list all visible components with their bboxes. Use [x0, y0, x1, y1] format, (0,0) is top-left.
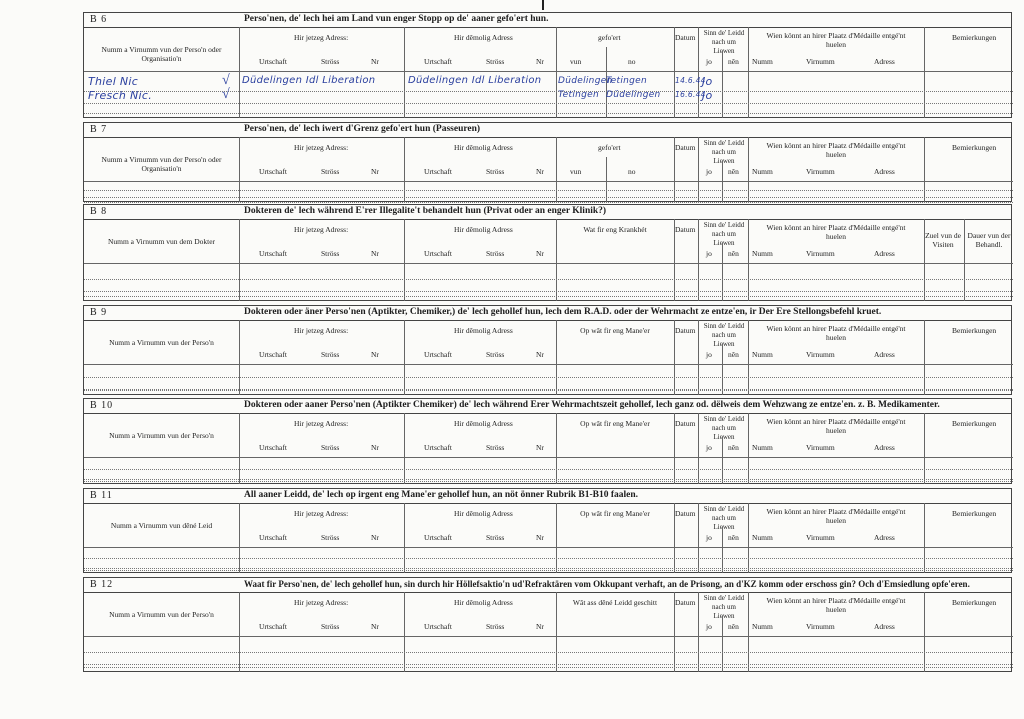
- section-code: B 11: [90, 490, 113, 501]
- section-header: [84, 306, 1011, 321]
- remarks-header: Bemierkungen: [952, 509, 997, 518]
- name-column-header: Numm a Virnumm vun der Perso'n oder Organisatio'n: [101, 155, 222, 173]
- alive-header: Sinn de' Leidd nach um Liewen: [703, 594, 745, 620]
- column-divider: [556, 27, 557, 118]
- section-header: [84, 399, 1011, 414]
- column-divider: [239, 503, 240, 573]
- current-nr-label: Nr: [371, 57, 379, 66]
- column-divider: [748, 137, 749, 202]
- column-divider: [698, 503, 699, 573]
- column-divider: [239, 27, 240, 118]
- column-divider: [556, 320, 557, 395]
- former-nr-label: Nr: [536, 167, 544, 176]
- entry-row-line: [84, 664, 1013, 665]
- alive-no-label: nên: [728, 167, 739, 176]
- handwritten-date: 16.6.44: [675, 90, 706, 99]
- medal-numm-label: Numm: [752, 57, 773, 66]
- column-divider: [404, 219, 405, 301]
- alive-header: Sinn de' Leidd nach um Liewen: [703, 322, 745, 348]
- entry-row-line: [84, 568, 1013, 569]
- section-header: [84, 123, 1011, 138]
- transport-header: gefo'ert: [598, 33, 621, 42]
- medal-header: Wien könnt an hirer Plaatz d'Médaille entgé'nt huelen: [766, 507, 906, 525]
- current-stross-label: Ströss: [321, 533, 340, 542]
- alive-header: Sinn de' Leidd nach um Liewen: [703, 505, 745, 531]
- alive-divider: [722, 51, 723, 118]
- section-title: Perso'nen, de' lech hei am Land vun enger Stopp op de' aaner gefo'ert hun.: [244, 14, 549, 24]
- medal-virnumm-label: Virnumm: [806, 57, 835, 66]
- column-divider: [698, 592, 699, 672]
- former-stross-label: Ströss: [486, 622, 505, 631]
- medal-adress-label: Adress: [874, 57, 895, 66]
- current-nr-label: Nr: [371, 167, 379, 176]
- column-divider: [748, 320, 749, 395]
- medal-header: Wien könnt an hirer Plaatz d'Médaille entgé'nt huelen: [766, 596, 906, 614]
- medal-adress-label: Adress: [874, 350, 895, 359]
- col4-header: Op wât fir eng Mane'er: [580, 326, 650, 335]
- alive-no-label: nên: [728, 350, 739, 359]
- column-divider: [556, 592, 557, 672]
- column-divider: [924, 503, 925, 573]
- medal-header: Wien könnt an hirer Plaatz d'Médaille entgé'nt huelen: [766, 417, 906, 435]
- remarks-header: Bemierkungen: [952, 326, 997, 335]
- current-address-header: Hir jetzeg Adress:: [294, 33, 349, 42]
- entry-row-line: [84, 479, 1013, 480]
- current-address-header: Hir jetzeg Adress:: [294, 143, 349, 152]
- current-urtschaft-label: Urtschaft: [259, 57, 287, 66]
- medal-header: Wien könnt an hirer Plaatz d'Médaille entgé'nt huelen: [766, 223, 906, 241]
- current-urtschaft-label: Urtschaft: [259, 533, 287, 542]
- alive-yes-label: jo: [706, 350, 712, 359]
- former-stross-label: Ströss: [486, 167, 505, 176]
- name-column-header: Numm a Virnumm vun der Perso'n: [109, 610, 214, 619]
- entry-row-line: [84, 296, 1013, 297]
- former-urtschaft-label: Urtschaft: [424, 57, 452, 66]
- section-code: B 10: [90, 400, 114, 411]
- former-nr-label: Nr: [536, 249, 544, 258]
- handwritten-to: Düdelingen: [606, 90, 661, 100]
- current-urtschaft-label: Urtschaft: [259, 622, 287, 631]
- column-divider: [239, 413, 240, 484]
- datum-header: Datum: [675, 419, 696, 428]
- name-column-header: Numm a Virnumm vun dem Dokter: [107, 237, 216, 246]
- alive-no-label: nên: [728, 622, 739, 631]
- current-urtschaft-label: Urtschaft: [259, 167, 287, 176]
- alive-no-label: nên: [728, 249, 739, 258]
- datum-header: Datum: [675, 509, 696, 518]
- former-urtschaft-label: Urtschaft: [424, 533, 452, 542]
- former-stross-label: Ströss: [486, 57, 505, 66]
- current-address-header: Hir jetzeg Adress:: [294, 598, 349, 607]
- alive-yes-label: jo: [706, 443, 712, 452]
- column-divider: [698, 320, 699, 395]
- section-code: B 6: [90, 14, 108, 25]
- former-urtschaft-label: Urtschaft: [424, 622, 452, 631]
- name-column-header: Numm a Virnumm vun dêné Leid: [110, 521, 213, 530]
- entry-row-line: [84, 652, 1013, 653]
- column-divider: [239, 592, 240, 672]
- medal-adress-label: Adress: [874, 533, 895, 542]
- header-bottom-line: [84, 547, 1013, 548]
- column-divider: [404, 27, 405, 118]
- column-divider: [964, 219, 965, 301]
- current-address-header: Hir jetzeg Adress:: [294, 419, 349, 428]
- former-nr-label: Nr: [536, 350, 544, 359]
- column-divider: [748, 592, 749, 672]
- section-b11: [83, 488, 1012, 573]
- column-divider: [924, 320, 925, 395]
- section-code: B 7: [90, 124, 108, 135]
- entry-row-line: [84, 190, 1013, 191]
- former-stross-label: Ströss: [486, 350, 505, 359]
- handwritten-name: Thiel Nic: [88, 75, 139, 88]
- datum-header: Datum: [675, 598, 696, 607]
- header-bottom-line: [84, 636, 1013, 637]
- former-nr-label: Nr: [536, 57, 544, 66]
- alive-divider: [722, 437, 723, 484]
- former-address-header: Hir dêmolig Adress: [454, 598, 513, 607]
- current-address-header: Hir jetzeg Adress:: [294, 509, 349, 518]
- column-divider: [239, 320, 240, 395]
- handwritten-former-address: Düdelingen Idl Liberation: [408, 75, 542, 86]
- checkmark-icon: √: [222, 73, 230, 88]
- medal-header: Wien könnt an hirer Plaatz d'Médaille entgé'nt huelen: [766, 141, 906, 159]
- alive-no-label: nên: [728, 57, 739, 66]
- medal-virnumm-label: Virnumm: [806, 622, 835, 631]
- col4-header: Op wât fir eng Mane'er: [580, 509, 650, 518]
- medal-adress-label: Adress: [874, 167, 895, 176]
- entry-row-line: [84, 197, 1013, 198]
- handwritten-from: Düdelingen: [558, 76, 613, 86]
- column-divider: [698, 27, 699, 118]
- medal-numm-label: Numm: [752, 350, 773, 359]
- remarks-header: Bemierkungen: [952, 33, 997, 42]
- former-nr-label: Nr: [536, 533, 544, 542]
- alive-no-label: nên: [728, 443, 739, 452]
- datum-header: Datum: [675, 33, 696, 42]
- entry-row-line: [84, 469, 1013, 470]
- name-column-header: Numm a Virnumm vun der Perso'n: [109, 338, 214, 347]
- top-tick-mark: [542, 0, 544, 10]
- medal-numm-label: Numm: [752, 622, 773, 631]
- handwritten-name: Fresch Nic.: [88, 89, 152, 102]
- handwritten-current-address: Düdelingen Idl Liberation: [242, 75, 376, 86]
- datum-header: Datum: [675, 225, 696, 234]
- section-header: [84, 205, 1011, 220]
- alive-yes-label: jo: [706, 167, 712, 176]
- medal-adress-label: Adress: [874, 622, 895, 631]
- alive-header: Sinn de' Leidd nach um Liewen: [703, 139, 745, 165]
- section-header: [84, 578, 1011, 593]
- alive-divider: [722, 527, 723, 573]
- col4-header: Wat fir eng Krankhét: [583, 225, 647, 234]
- section-b8: [83, 204, 1012, 301]
- remarks-header: Bemierkungen: [952, 598, 997, 607]
- column-divider: [556, 219, 557, 301]
- current-nr-label: Nr: [371, 533, 379, 542]
- alive-yes-label: jo: [706, 57, 712, 66]
- column-divider: [698, 219, 699, 301]
- medal-numm-label: Numm: [752, 443, 773, 452]
- section-title: All aaner Leidd, de' lech op irgent eng Mane'er gehollef hun, an nöt önner Rubrik B1-B10 faalen.: [244, 490, 639, 500]
- current-urtschaft-label: Urtschaft: [259, 350, 287, 359]
- handwritten-from: Tetingen: [558, 90, 600, 100]
- section-b9: [83, 305, 1012, 395]
- medal-virnumm-label: Virnumm: [806, 533, 835, 542]
- section-header: [84, 13, 1011, 28]
- remarks-header: Bemierkungen: [952, 419, 997, 428]
- former-stross-label: Ströss: [486, 533, 505, 542]
- header-bottom-line: [84, 71, 1013, 72]
- transport-from-label: vun: [570, 57, 582, 66]
- alive-yes-label: jo: [706, 249, 712, 258]
- header-bottom-line: [84, 181, 1013, 182]
- transport-to-label: no: [628, 167, 636, 176]
- former-address-header: Hir dêmolig Adress: [454, 326, 513, 335]
- column-divider: [924, 413, 925, 484]
- transport-divider: [606, 157, 607, 202]
- alive-header: Sinn de' Leidd nach um Liewen: [703, 29, 745, 55]
- column-divider: [748, 503, 749, 573]
- former-stross-label: Ströss: [486, 249, 505, 258]
- duration-header: Dauer vun der Behandl.: [967, 231, 1011, 249]
- entry-row-line: [84, 377, 1013, 378]
- alive-header: Sinn de' Leidd nach um Liewen: [703, 221, 745, 247]
- former-stross-label: Ströss: [486, 443, 505, 452]
- medal-numm-label: Numm: [752, 249, 773, 258]
- medal-header: Wien könnt an hirer Plaatz d'Médaille entgé'nt huelen: [766, 31, 906, 49]
- former-address-header: Hir dêmolig Adress: [454, 143, 513, 152]
- column-divider: [404, 503, 405, 573]
- section-title: Waat fir Perso'nen, de' lech gehollef hun, sin durch hir Höllefsaktio'n ud'Refraktären vom Okkupant verhaft, an de Prisong, an d'KZ komm oder erschoss gin? Och d'Emsiedlung opfe'eren.: [244, 579, 970, 589]
- checkmark-icon: √: [222, 87, 230, 102]
- former-urtschaft-label: Urtschaft: [424, 167, 452, 176]
- name-column-header: Numm a Virnumm vun der Perso'n oder Organisatio'n: [101, 45, 222, 63]
- handwritten-alive-yes: Jo: [702, 75, 713, 88]
- current-urtschaft-label: Urtschaft: [259, 249, 287, 258]
- entry-row-line: [84, 103, 1013, 104]
- medal-virnumm-label: Virnumm: [806, 249, 835, 258]
- former-urtschaft-label: Urtschaft: [424, 350, 452, 359]
- medal-virnumm-label: Virnumm: [806, 350, 835, 359]
- section-title: Dokteren oder äner Perso'nen (Aptikter, Chemiker,) de' lech gehollef hun, lech dem R.A.D. oder der Wehrmacht ze entze'en, ir Der Ere Stellongsbefehl kruet.: [244, 307, 882, 317]
- former-address-header: Hir dêmolig Adress: [454, 33, 513, 42]
- transport-from-label: vun: [570, 167, 582, 176]
- column-divider: [748, 219, 749, 301]
- medal-virnumm-label: Virnumm: [806, 167, 835, 176]
- column-divider: [404, 137, 405, 202]
- section-code: B 9: [90, 307, 108, 318]
- column-divider: [698, 413, 699, 484]
- header-bottom-line: [84, 457, 1013, 458]
- former-nr-label: Nr: [536, 443, 544, 452]
- column-divider: [698, 137, 699, 202]
- current-stross-label: Ströss: [321, 167, 340, 176]
- section-title: Dokteren oder aaner Perso'nen (Aptikter Chemiker) de' lech während Erer Wehrmachtszeit gehollef, lech ganz od. dëlweis dem Wehzwang ze entze'en. z. B. Medikamenter.: [244, 400, 940, 410]
- alive-divider: [722, 161, 723, 202]
- transport-header: gefo'ert: [598, 143, 621, 152]
- column-divider: [556, 137, 557, 202]
- section-title: Dokteren de' lech während E'rer Illegalite't behandelt hun (Privat oder an enger Klinik?): [244, 206, 607, 216]
- current-nr-label: Nr: [371, 350, 379, 359]
- alive-header: Sinn de' Leidd nach um Liewen: [703, 415, 745, 441]
- entry-row-line: [84, 481, 1013, 482]
- medal-numm-label: Numm: [752, 533, 773, 542]
- current-stross-label: Ströss: [321, 443, 340, 452]
- medal-virnumm-label: Virnumm: [806, 443, 835, 452]
- visits-header: Zuel vun de Visiten: [925, 231, 961, 249]
- medal-adress-label: Adress: [874, 443, 895, 452]
- former-urtschaft-label: Urtschaft: [424, 249, 452, 258]
- handwritten-date: 14.6.44: [675, 76, 706, 85]
- column-divider: [404, 320, 405, 395]
- entry-row-line: [84, 558, 1013, 559]
- transport-to-label: no: [628, 57, 636, 66]
- alive-yes-label: jo: [706, 622, 712, 631]
- section-b7: [83, 122, 1012, 202]
- current-nr-label: Nr: [371, 249, 379, 258]
- former-nr-label: Nr: [536, 622, 544, 631]
- datum-header: Datum: [675, 326, 696, 335]
- column-divider: [239, 219, 240, 301]
- column-divider: [239, 137, 240, 202]
- column-divider: [924, 592, 925, 672]
- current-address-header: Hir jetzeg Adress:: [294, 225, 349, 234]
- col4-header: Wât ass dêné Leidd geschitt: [572, 598, 658, 607]
- remarks-header: Bemierkungen: [952, 143, 997, 152]
- former-address-header: Hir dêmolig Adress: [454, 509, 513, 518]
- current-stross-label: Ströss: [321, 350, 340, 359]
- medal-adress-label: Adress: [874, 249, 895, 258]
- medal-header: Wien könnt an hirer Plaatz d'Médaille entgé'nt huelen: [766, 324, 906, 342]
- former-address-header: Hir dêmolig Adress: [454, 225, 513, 234]
- current-address-header: Hir jetzeg Adress:: [294, 326, 349, 335]
- header-bottom-line: [84, 263, 1013, 264]
- current-stross-label: Ströss: [321, 57, 340, 66]
- column-divider: [404, 413, 405, 484]
- current-urtschaft-label: Urtschaft: [259, 443, 287, 452]
- section-code: B 8: [90, 206, 108, 217]
- handwritten-to: Tetingen: [606, 76, 648, 86]
- column-divider: [556, 413, 557, 484]
- form-sheet: [83, 12, 1012, 699]
- section-b10: [83, 398, 1012, 484]
- current-nr-label: Nr: [371, 443, 379, 452]
- entry-row-line: [84, 113, 1013, 114]
- col4-header: Op wât fir eng Mane'er: [580, 419, 650, 428]
- current-stross-label: Ströss: [321, 622, 340, 631]
- entry-row-line: [84, 390, 1013, 391]
- section-b12: [83, 577, 1012, 672]
- former-urtschaft-label: Urtschaft: [424, 443, 452, 452]
- column-divider: [748, 413, 749, 484]
- medal-numm-label: Numm: [752, 167, 773, 176]
- handwritten-alive-yes: Jo: [702, 89, 713, 102]
- section-title: Perso'nen, de' lech iwert d'Grenz gefo'ert hun (Passeuren): [244, 124, 481, 134]
- current-stross-label: Ströss: [321, 249, 340, 258]
- section-code: B 12: [90, 579, 114, 590]
- datum-header: Datum: [675, 143, 696, 152]
- column-divider: [748, 27, 749, 118]
- column-divider: [556, 503, 557, 573]
- alive-no-label: nên: [728, 533, 739, 542]
- section-b6: [83, 12, 1012, 118]
- entry-row-line: [84, 667, 1013, 668]
- entry-row-line: [84, 570, 1013, 571]
- column-divider: [404, 592, 405, 672]
- column-divider: [924, 137, 925, 202]
- name-column-header: Numm a Virnumm vun der Perso'n: [109, 431, 214, 440]
- alive-divider: [722, 344, 723, 395]
- column-divider: [924, 27, 925, 118]
- header-bottom-line: [84, 364, 1013, 365]
- entry-row-line: [84, 279, 1013, 280]
- alive-yes-label: jo: [706, 533, 712, 542]
- entry-row-line: [84, 291, 1013, 292]
- former-address-header: Hir dêmolig Adress: [454, 419, 513, 428]
- current-nr-label: Nr: [371, 622, 379, 631]
- section-header: [84, 489, 1011, 504]
